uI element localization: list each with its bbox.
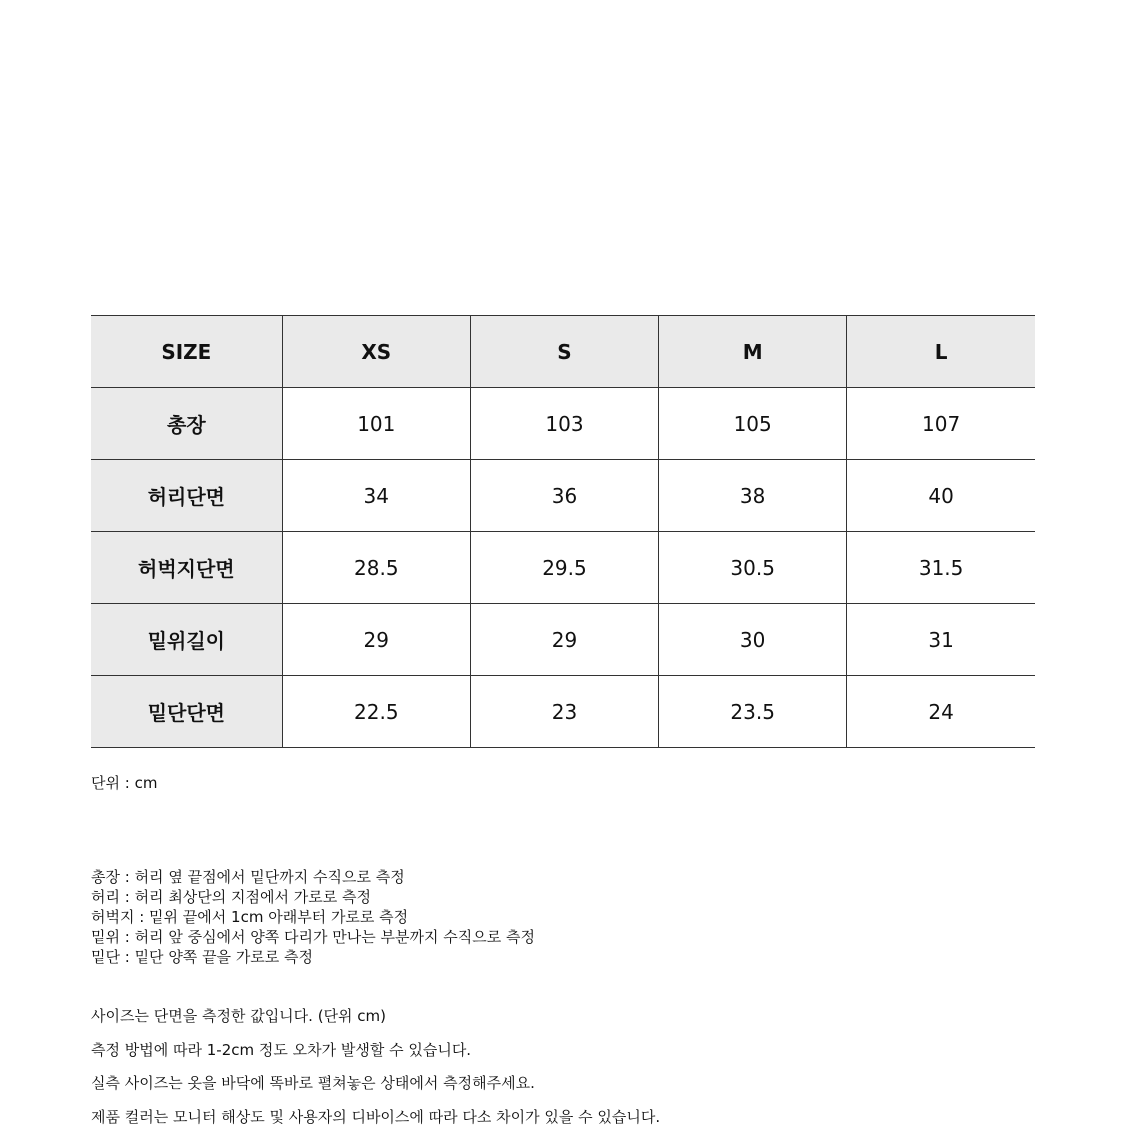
table-cell: 31.5: [847, 532, 1035, 604]
table-row: [91, 388, 1035, 460]
note-item: 측정 방법에 따라 1-2cm 정도 오차가 발생할 수 있습니다.: [91, 1040, 472, 1059]
table-cell: 105: [659, 388, 847, 460]
row-label-total-length: 총장: [91, 388, 282, 460]
table-row: [91, 604, 1035, 676]
note-item: 사이즈는 단면을 측정한 값입니다. (단위 cm): [91, 1007, 387, 1025]
table-cell: 40: [847, 460, 1035, 532]
definition-item: 밑단 : 밑단 양쪽 끝을 가로로 측정: [91, 948, 314, 966]
row-label-thigh: 허벅지단면: [91, 532, 282, 604]
table-row: [91, 460, 1035, 532]
table-cell: 36: [470, 460, 658, 532]
note-item: 제품 컬러는 모니터 해상도 및 사용자의 디바이스에 따라 다소 차이가 있을 수 있습니다.: [91, 1107, 661, 1126]
notes-list: [91, 1000, 660, 1134]
table-header-row: [91, 316, 1035, 388]
table-cell: 103: [470, 388, 658, 460]
table-cell: 22.5: [282, 676, 470, 748]
table-row: [91, 676, 1035, 748]
table-cell: 23.5: [659, 676, 847, 748]
table-cell: 24: [847, 676, 1035, 748]
table-cell: 38: [659, 460, 847, 532]
header-size-l: L: [847, 316, 1035, 388]
definition-item: 총장 : 허리 옆 끝점에서 밑단까지 수직으로 측정: [91, 868, 405, 886]
table-cell: 31: [847, 604, 1035, 676]
note-item: 실측 사이즈는 옷을 바닥에 똑바로 펼쳐놓은 상태에서 측정해주세요.: [91, 1074, 535, 1092]
table-cell: 101: [282, 388, 470, 460]
row-label-hem: 밑단단면: [91, 676, 282, 748]
table-cell: 23: [470, 676, 658, 748]
header-size-xs: XS: [282, 316, 470, 388]
table-row: [91, 532, 1035, 604]
table-cell: 28.5: [282, 532, 470, 604]
definition-item: 밑위 : 허리 앞 중심에서 양쪽 다리가 만나는 부분까지 수직으로 측정: [91, 928, 535, 946]
table-cell: 107: [847, 388, 1035, 460]
header-size-m: M: [659, 316, 847, 388]
table-cell: 34: [282, 460, 470, 532]
header-size-label: SIZE: [91, 316, 282, 388]
table-cell: 29: [282, 604, 470, 676]
definition-item: 허리 : 허리 최상단의 지점에서 가로로 측정: [91, 888, 371, 906]
table-cell: 29: [470, 604, 658, 676]
table-cell: 29.5: [470, 532, 658, 604]
unit-note: 단위 : cm: [91, 774, 158, 792]
row-label-waist: 허리단면: [91, 460, 282, 532]
row-label-rise: 밑위길이: [91, 604, 282, 676]
measurement-definitions: [91, 867, 535, 967]
definition-item: 허벅지 : 밑위 끝에서 1cm 아래부터 가로로 측정: [91, 908, 409, 926]
header-size-s: S: [470, 316, 658, 388]
size-chart-table: [91, 315, 1035, 748]
table-cell: 30.5: [659, 532, 847, 604]
table-cell: 30: [659, 604, 847, 676]
